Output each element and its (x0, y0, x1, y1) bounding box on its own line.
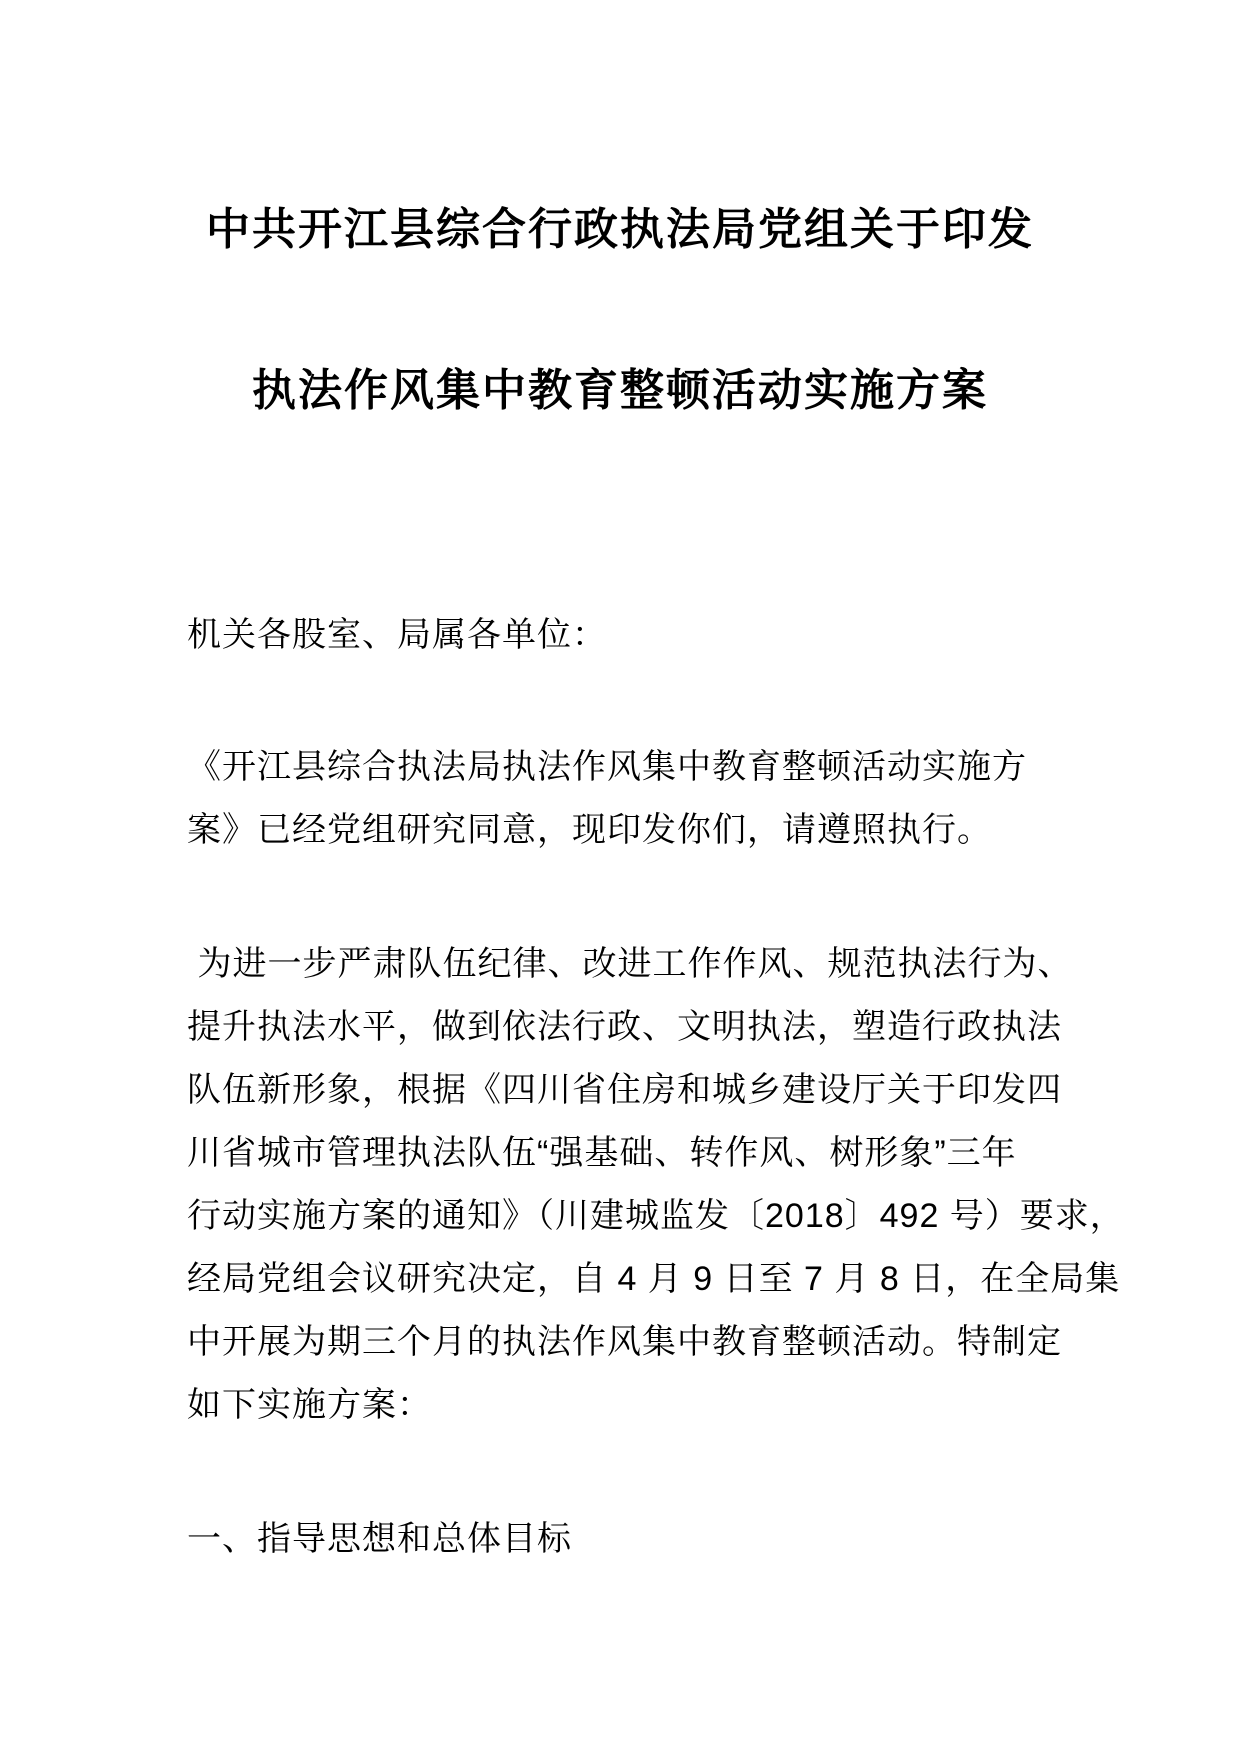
salutation-line: 机关各股室、局属各单位： (187, 616, 607, 654)
doc-title-line-2: 执法作风集中教育整顿活动实施方案 (252, 366, 988, 415)
paragraph-background-and-basis (187, 933, 1125, 1437)
paragraph-line: 中开展为期三个月的执法作风集中教育整顿活动。特制定 (187, 1323, 1062, 1361)
paragraph-line: 如下实施方案： (187, 1386, 432, 1424)
paragraph-line: 提升执法水平，做到依法行政、文明执法，塑造行政执法 (187, 1008, 1062, 1046)
paragraph-line: 为进一步严肃队伍纪律、改进工作作风、规范执法行为、 (187, 945, 1073, 983)
section-heading-1: 一、指导思想和总体目标 (187, 1520, 572, 1558)
paragraph-line: 队伍新形象，根据《四川省住房和城乡建设厅关于印发四 (187, 1071, 1062, 1109)
paragraph-line: 川省城市管理执法队伍“强基础、转作风、树形象”三年 (187, 1134, 1017, 1172)
paragraph-line: 《开江县综合执法局执法作风集中教育整顿活动实施方 (187, 748, 1027, 786)
doc-title-line-1: 中共开江县综合行政执法局党组关于印发 (206, 205, 1034, 254)
paragraph-line: 经局党组会议研究决定，自 4 月 9 日至 7 月 8 日，在全局集 (187, 1260, 1121, 1298)
paragraph-forwarding-note (187, 736, 1087, 862)
paragraph-line: 案》已经党组研究同意，现印发你们，请遵照执行。 (187, 811, 992, 849)
paragraph-line: 行动实施方案的通知》（川建城监发〔2018〕492 号）要求， (187, 1197, 1125, 1235)
